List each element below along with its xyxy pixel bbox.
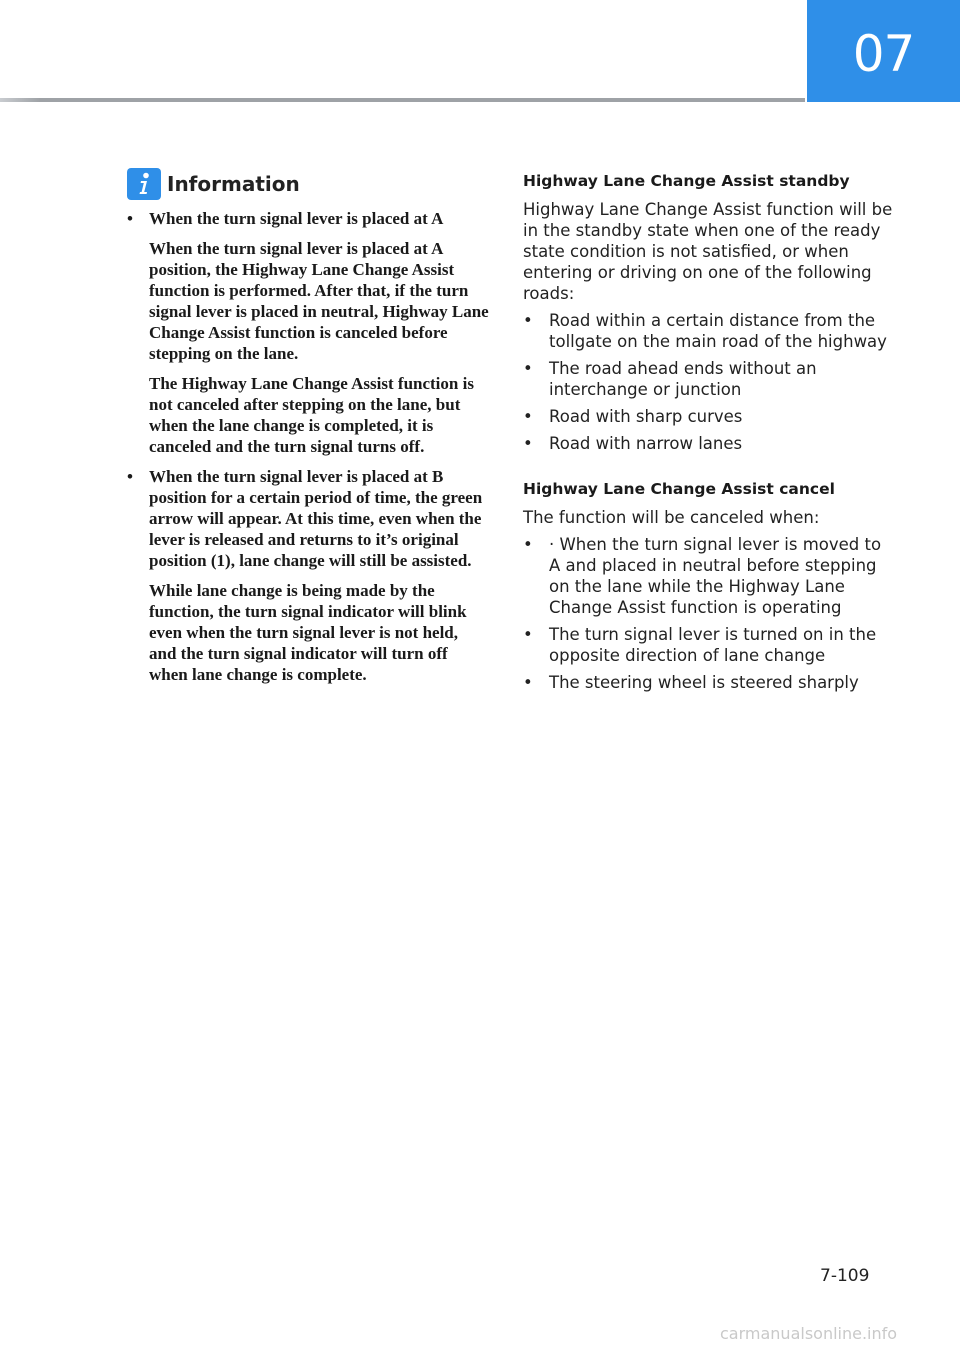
list-item	[523, 624, 893, 666]
item-text: The road ahead ends without an interchange or junction	[549, 359, 817, 399]
chapter-tab: 07	[807, 0, 960, 102]
bullet: •	[127, 467, 133, 486]
standby-intro: Highway Lane Change Assist function will be in the standby state when one of the ready state condition is not satisfied, or when entering or driving on one of the following roads:	[523, 200, 893, 303]
bullet: •	[523, 434, 533, 453]
section-gap	[523, 460, 893, 480]
bullet: •	[523, 535, 533, 554]
right-column	[523, 172, 893, 699]
list-item	[127, 208, 489, 457]
list-item	[523, 358, 893, 400]
left-column	[127, 168, 489, 694]
bullet: •	[523, 673, 533, 692]
item-text: The turn signal lever is turned on in the opposite direction of lane change	[549, 625, 877, 665]
item-text: Road within a certain distance from the tollgate on the main road of the highway	[549, 311, 887, 351]
item-text: · When the turn signal lever is moved to A and placed in neutral before stepping on the lane while the Highway Lane Change Assist function is operating	[549, 535, 882, 617]
item-text: Road with sharp curves	[549, 407, 743, 426]
page-number: 7-109	[820, 1266, 870, 1286]
item-paragraph: The Highway Lane Change Assist function is not canceled after stepping on the lane, but when the lane change is completed, it is canceled and the turn signal turns off.	[149, 374, 474, 456]
bullet: •	[127, 209, 133, 228]
header-rule	[0, 98, 805, 102]
item-text: When the turn signal lever is placed at A	[149, 209, 444, 228]
item-paragraph: When the turn signal lever is placed at A position, the Highway Lane Change Assist function is performed. After that, if the turn signal lever is placed in neutral, Highway Lane Change Assist function is canceled before stepping on the lane.	[149, 239, 489, 363]
list-item	[523, 672, 893, 693]
list-item	[523, 406, 893, 427]
bullet: •	[523, 625, 533, 644]
list-item	[523, 310, 893, 352]
list-item	[127, 466, 489, 685]
cancel-list	[523, 534, 893, 693]
item-text: When the turn signal lever is placed at B position for a certain period of time, the green arrow will appear. At this time, even when the lever is released and returns to it’s original position (1), lane change will still be assisted.	[149, 467, 483, 570]
item-paragraph: While lane change is being made by the function, the turn signal indicator will blink even when the turn signal lever is not held, and the turn signal indicator will turn off when lane change is complete.	[149, 581, 467, 684]
standby-title: Highway Lane Change Assist standby	[523, 172, 850, 190]
item-text: The steering wheel is steered sharply	[549, 673, 859, 692]
cancel-title: Highway Lane Change Assist cancel	[523, 480, 835, 498]
bullet: •	[523, 311, 533, 330]
information-list	[127, 208, 489, 685]
cancel-intro: The function will be canceled when:	[523, 508, 820, 527]
standby-list	[523, 310, 893, 454]
bullet: •	[523, 407, 533, 426]
bullet: •	[523, 359, 533, 378]
item-text: Road with narrow lanes	[549, 434, 743, 453]
information-title: Information	[167, 172, 300, 196]
info-icon	[127, 168, 161, 200]
watermark: carmanualsonline.info	[720, 1324, 898, 1343]
list-item	[523, 534, 893, 618]
information-header	[127, 168, 489, 200]
list-item	[523, 433, 893, 454]
